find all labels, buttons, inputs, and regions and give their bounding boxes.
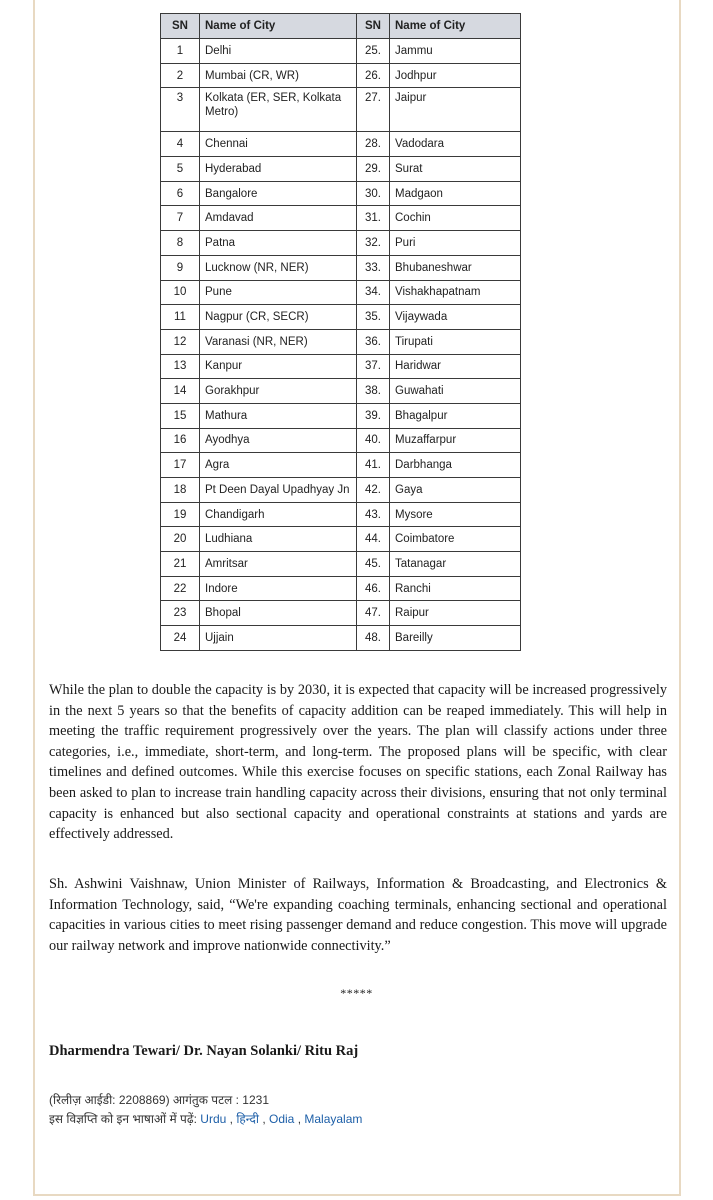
row-city-right: Bareilly bbox=[390, 626, 521, 651]
row-city-right: Vishakhapatnam bbox=[390, 280, 521, 305]
language-link-hindi[interactable]: हिन्दी bbox=[236, 1112, 259, 1126]
table-row bbox=[161, 280, 521, 305]
table-row bbox=[161, 576, 521, 601]
table-row bbox=[161, 428, 521, 453]
table-row bbox=[161, 379, 521, 404]
table-row bbox=[161, 181, 521, 206]
row-city-left: Nagpur (CR, SECR) bbox=[200, 305, 357, 330]
row-sn-right: 39. bbox=[357, 403, 390, 428]
table-header-row bbox=[161, 14, 521, 39]
row-sn-right: 48. bbox=[357, 626, 390, 651]
row-city-right: Bhagalpur bbox=[390, 403, 521, 428]
row-sn-left: 16 bbox=[161, 428, 200, 453]
language-link-odia[interactable]: Odia bbox=[269, 1112, 295, 1126]
row-city-left: Patna bbox=[200, 231, 357, 256]
row-sn-right: 33. bbox=[357, 255, 390, 280]
row-city-left: Kolkata (ER, SER, Kolkata Metro) bbox=[200, 88, 357, 132]
row-sn-left: 5 bbox=[161, 157, 200, 182]
header-city-2: Name of City bbox=[390, 14, 521, 39]
row-city-left: Mumbai (CR, WR) bbox=[200, 63, 357, 88]
table-row bbox=[161, 231, 521, 256]
row-sn-right: 31. bbox=[357, 206, 390, 231]
row-city-right: Jodhpur bbox=[390, 63, 521, 88]
table-row bbox=[161, 626, 521, 651]
row-sn-left: 15 bbox=[161, 403, 200, 428]
table-body bbox=[161, 39, 521, 651]
row-city-right: Cochin bbox=[390, 206, 521, 231]
table-row bbox=[161, 552, 521, 577]
row-sn-left: 1 bbox=[161, 39, 200, 64]
release-info: (रिलीज़ आईडी: 2208869) आगंतुक पटल : 1231 bbox=[49, 1093, 270, 1107]
row-sn-left: 21 bbox=[161, 552, 200, 577]
row-city-right: Guwahati bbox=[390, 379, 521, 404]
body-paragraph-2: Sh. Ashwini Vaishnaw, Union Minister of Railways, Information & Broadcasting, and Electronics & Information Technology, said, “We're expanding coaching terminals, enhancing sectional and operational capacities in various cities to meet rising passenger demand and reduce congestion. This move will upgrade our railway network and improve nationwide connectivity.” bbox=[49, 876, 667, 954]
row-city-right: Vadodara bbox=[390, 132, 521, 157]
row-city-left: Kanpur bbox=[200, 354, 357, 379]
table-row bbox=[161, 502, 521, 527]
row-sn-right: 36. bbox=[357, 329, 390, 354]
row-city-left: Delhi bbox=[200, 39, 357, 64]
row-city-left: Bangalore bbox=[200, 181, 357, 206]
row-sn-left: 20 bbox=[161, 527, 200, 552]
row-city-right: Gaya bbox=[390, 478, 521, 503]
row-sn-right: 42. bbox=[357, 478, 390, 503]
table-row bbox=[161, 39, 521, 64]
row-sn-right: 26. bbox=[357, 63, 390, 88]
language-links-prefix: इस विज्ञप्ति को इन भाषाओं में पढ़ें: bbox=[49, 1112, 201, 1126]
row-city-left: Ujjain bbox=[200, 626, 357, 651]
separator-stars: ***** bbox=[340, 986, 373, 1000]
row-city-right: Mysore bbox=[390, 502, 521, 527]
city-table bbox=[160, 13, 521, 651]
row-sn-right: 45. bbox=[357, 552, 390, 577]
row-sn-right: 38. bbox=[357, 379, 390, 404]
row-sn-left: 7 bbox=[161, 206, 200, 231]
row-city-left: Chennai bbox=[200, 132, 357, 157]
row-sn-left: 12 bbox=[161, 329, 200, 354]
row-city-right: Haridwar bbox=[390, 354, 521, 379]
row-city-right: Ranchi bbox=[390, 576, 521, 601]
header-sn-1: SN bbox=[161, 14, 200, 39]
row-sn-right: 43. bbox=[357, 502, 390, 527]
row-sn-right: 27. bbox=[357, 88, 390, 132]
row-city-right: Tatanagar bbox=[390, 552, 521, 577]
row-sn-left: 9 bbox=[161, 255, 200, 280]
table-row bbox=[161, 527, 521, 552]
row-city-right: Madgaon bbox=[390, 181, 521, 206]
table-row bbox=[161, 453, 521, 478]
table-row bbox=[161, 305, 521, 330]
row-city-left: Gorakhpur bbox=[200, 379, 357, 404]
row-sn-left: 17 bbox=[161, 453, 200, 478]
row-sn-left: 8 bbox=[161, 231, 200, 256]
table-row bbox=[161, 601, 521, 626]
row-sn-right: 35. bbox=[357, 305, 390, 330]
table-row bbox=[161, 157, 521, 182]
row-city-right: Tirupati bbox=[390, 329, 521, 354]
row-city-left: Amritsar bbox=[200, 552, 357, 577]
language-links: इस विज्ञप्ति को इन भाषाओं में पढ़ें: Urdu , हिन्दी , Odia , Malayalam bbox=[49, 1112, 363, 1126]
row-sn-left: 10 bbox=[161, 280, 200, 305]
body-paragraph-1: While the plan to double the capacity is by 2030, it is expected that capacity will be increased progressively in the next 5 years so that the benefits of capacity addition can be reaped immediately. This will help in meeting the traffic requirement progressively over the years. The plan will classify actions under three categories, i.e., immediate, short-term, and long-term. The proposed plans will be specific, with clear timelines and defined outcomes. While this exercise focuses on specific stations, each Zonal Railway has been asked to plan to increase train handling capacity across their divisions, ensuring that not only terminal capacity is enhanced but also sectional capacity and operational constraints at stations and yards are effectively addressed. bbox=[49, 682, 667, 843]
row-sn-left: 11 bbox=[161, 305, 200, 330]
row-sn-right: 47. bbox=[357, 601, 390, 626]
row-sn-left: 23 bbox=[161, 601, 200, 626]
city-table-container bbox=[160, 13, 521, 651]
row-city-left: Pune bbox=[200, 280, 357, 305]
row-city-left: Lucknow (NR, NER) bbox=[200, 255, 357, 280]
row-city-right: Jammu bbox=[390, 39, 521, 64]
table-row bbox=[161, 88, 521, 132]
row-sn-left: 14 bbox=[161, 379, 200, 404]
header-city-1: Name of City bbox=[200, 14, 357, 39]
row-sn-left: 18 bbox=[161, 478, 200, 503]
row-sn-right: 25. bbox=[357, 39, 390, 64]
row-city-left: Varanasi (NR, NER) bbox=[200, 329, 357, 354]
row-city-right: Muzaffarpur bbox=[390, 428, 521, 453]
table-row bbox=[161, 478, 521, 503]
row-sn-right: 37. bbox=[357, 354, 390, 379]
row-city-left: Amdavad bbox=[200, 206, 357, 231]
row-sn-right: 46. bbox=[357, 576, 390, 601]
row-sn-right: 40. bbox=[357, 428, 390, 453]
table-row bbox=[161, 403, 521, 428]
row-city-left: Agra bbox=[200, 453, 357, 478]
row-sn-left: 2 bbox=[161, 63, 200, 88]
language-link-urdu[interactable]: Urdu bbox=[200, 1112, 227, 1126]
row-city-left: Pt Deen Dayal Upadhyay Jn bbox=[200, 478, 357, 503]
row-sn-left: 6 bbox=[161, 181, 200, 206]
row-city-right: Coimbatore bbox=[390, 527, 521, 552]
row-sn-left: 13 bbox=[161, 354, 200, 379]
row-sn-right: 29. bbox=[357, 157, 390, 182]
row-city-right: Vijaywada bbox=[390, 305, 521, 330]
row-sn-left: 22 bbox=[161, 576, 200, 601]
row-city-left: Bhopal bbox=[200, 601, 357, 626]
row-city-left: Hyderabad bbox=[200, 157, 357, 182]
language-link-malayalam[interactable]: Malayalam bbox=[304, 1112, 363, 1126]
row-city-right: Jaipur bbox=[390, 88, 521, 132]
table-row bbox=[161, 206, 521, 231]
row-sn-right: 28. bbox=[357, 132, 390, 157]
table-row bbox=[161, 255, 521, 280]
row-sn-left: 4 bbox=[161, 132, 200, 157]
row-city-left: Indore bbox=[200, 576, 357, 601]
row-sn-left: 24 bbox=[161, 626, 200, 651]
row-sn-right: 41. bbox=[357, 453, 390, 478]
row-sn-right: 32. bbox=[357, 231, 390, 256]
row-city-left: Chandigarh bbox=[200, 502, 357, 527]
row-city-right: Darbhanga bbox=[390, 453, 521, 478]
row-sn-right: 30. bbox=[357, 181, 390, 206]
header-sn-2: SN bbox=[357, 14, 390, 39]
table-row bbox=[161, 354, 521, 379]
row-sn-left: 19 bbox=[161, 502, 200, 527]
row-city-right: Surat bbox=[390, 157, 521, 182]
row-city-left: Ludhiana bbox=[200, 527, 357, 552]
row-city-left: Mathura bbox=[200, 403, 357, 428]
row-city-right: Raipur bbox=[390, 601, 521, 626]
row-sn-left: 3 bbox=[161, 88, 200, 132]
table-row bbox=[161, 63, 521, 88]
row-city-left: Ayodhya bbox=[200, 428, 357, 453]
row-city-right: Bhubaneshwar bbox=[390, 255, 521, 280]
row-city-right: Puri bbox=[390, 231, 521, 256]
table-row bbox=[161, 132, 521, 157]
table-row bbox=[161, 329, 521, 354]
row-sn-right: 44. bbox=[357, 527, 390, 552]
row-sn-right: 34. bbox=[357, 280, 390, 305]
signature: Dharmendra Tewari/ Dr. Nayan Solanki/ Ritu Raj bbox=[49, 1043, 359, 1059]
